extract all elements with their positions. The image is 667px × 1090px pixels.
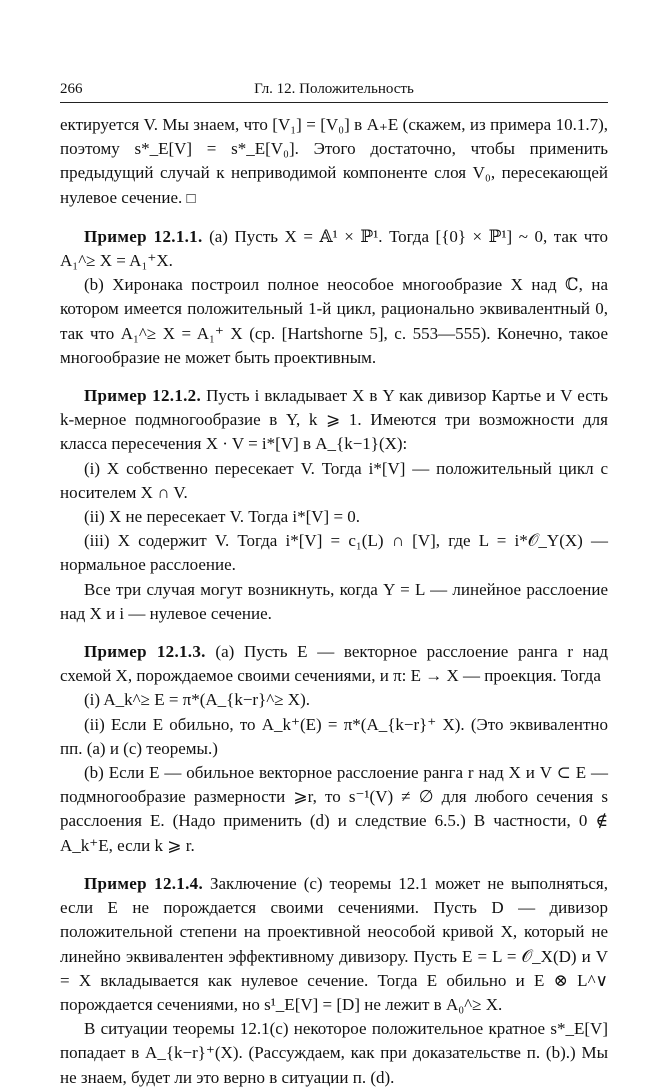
page-body bbox=[60, 113, 608, 1090]
example-label: Пример 12.1.2. bbox=[84, 386, 202, 406]
example-12-1-2-case-iii: (iii) X содержит V. Тогда i*[V] = c₁(L) ∩ [V], где L = i*𝒪_Y(X) — нормальное расслоение. bbox=[60, 531, 608, 575]
chapter-title: Гл. 12. Положительность bbox=[254, 81, 414, 97]
example-12-1-3-ii: (ii) Если E обильно, то A_k⁺(E) = π*(A_{k−r}⁺ X). (Это эквивалентно пп. (а) и (с) теоремы.) bbox=[60, 714, 608, 758]
example-label: Пример 12.1.1. bbox=[84, 226, 203, 246]
example-12-1-1-a: Пример 12.1.1. (а) Пусть X = 𝔸¹ × ℙ¹. Тогда [{0} × ℙ¹] ~ 0, так что A₁^≥ X = A₁⁺X. bbox=[60, 226, 609, 271]
example-12-1-3-b: (b) Если E — обильное векторное расслоение ранга r над X и V ⊂ E — подмногообразие размерности ⩾r, то s⁻¹(V) ≠ ∅ для любого сечения s расслоения E. (Надо применить (d) и следствие 6.5.) В частности, 0 ∉ A_k⁺E, если k ⩾ r. bbox=[60, 763, 608, 855]
qed-symbol: □ bbox=[186, 190, 196, 207]
example-12-1-3-i: (i) A_k^≥ E = π*(A_{k−r}^≥ X). bbox=[84, 690, 310, 710]
page-number: 266 bbox=[60, 81, 83, 97]
example-12-1-2-case-i: (i) X собственно пересекает V. Тогда i*[V] — положительный цикл с носителем X ∩ V. bbox=[60, 458, 608, 502]
example-12-1-1-b: (b) Хиронака построил полное неособое многообразие X над ℂ, на котором имеется положительный 1-й цикл, рационально эквивалентный 0, так что A₁^≥ X = A₁⁺ X (ср. [Hartshorne 5], с. 553—555). Конечно, такое многообразие не может быть проективным. bbox=[60, 275, 608, 367]
example-12-1-2: Пример 12.1.2. Пусть i вкладывает X в Y как дивизор Картье и V есть k-мерное подмногообразие в Y, k ⩾ 1. Имеются три возможности для класса пересечения X · V = i*[V] в A_{k−1}(X): bbox=[60, 386, 608, 454]
example-12-1-3-a: Пример 12.1.3. (а) Пусть E — векторное расслоение ранга r над схемой X, порождаемое своими сечениями, и π: E → X — проекция. Тогда bbox=[60, 642, 608, 686]
running-header bbox=[60, 78, 608, 103]
example-label: Пример 12.1.4. bbox=[84, 873, 203, 893]
paragraph-continuation: ектируется V. Мы знаем, что [V₁] = [V₀] в A₊E (скажем, из примера 10.1.7), поэтому s*_E[V] = s*_E[V₀]. Этого достаточно, чтобы применить предыдущий случай к неприводимой компоненте слоя V₀, пересекающей нулевое сечение. □ bbox=[60, 115, 608, 207]
example-12-1-2-case-ii: (ii) X не пересекает V. Тогда i*[V] = 0. bbox=[84, 507, 361, 527]
example-12-1-4: Пример 12.1.4. Заключение (с) теоремы 12.1 может не выполняться, если E не порождается своими сечениями. Пусть D — дивизор положительной степени на проективной неособой кривой X, который не линейно эквивалентен эффективному дивизору. Пусть E = L = 𝒪_X(D) и V = X вкладывается как нулевое сечение. Тогда E обильно и E ⊗ L^∨ порождается сечениями, но s¹_E[V] = [D] не лежит в A₀^≥ X. bbox=[60, 873, 608, 1014]
example-label: Пример 12.1.3. bbox=[84, 642, 206, 662]
example-12-1-2-conclusion: Все три случая могут возникнуть, когда Y = L — линейное расслоение над X и i — нулевое сечение. bbox=[60, 579, 608, 623]
example-12-1-4-remark: В ситуации теоремы 12.1(с) некоторое положительное кратное s*_E[V] попадает в A_{k−r}⁺(X). (Рассуждаем, как при доказательстве п. (b).) Мы не знаем, будет ли это верно в ситуации п. (d). bbox=[60, 1019, 608, 1087]
